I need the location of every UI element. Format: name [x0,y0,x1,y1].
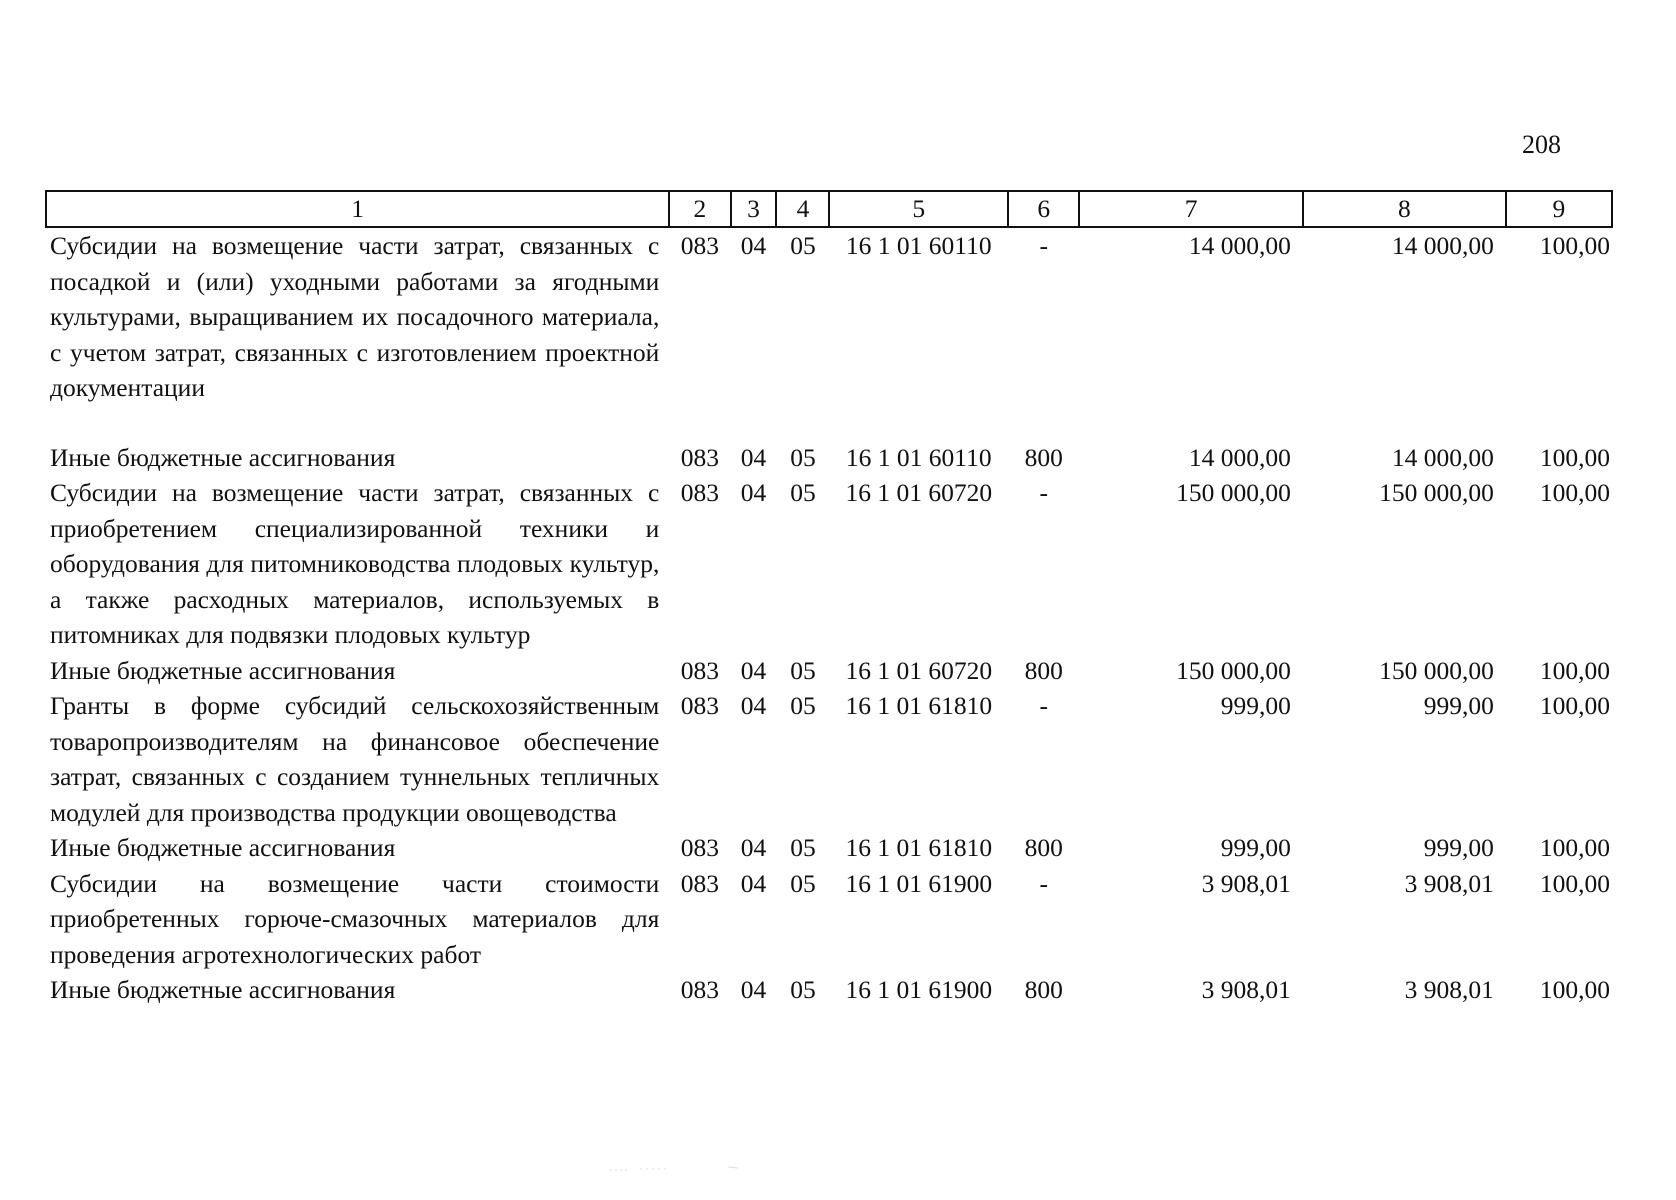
row-section: 04 [740,442,767,472]
row-ministry: 083 [680,478,720,507]
row-plan: 150 000,00 [1176,478,1291,507]
row-expense-type: 800 [1024,655,1063,685]
table-row [46,440,1612,476]
row-percent: 100,00 [1539,868,1610,898]
row-name: Субсидии на возмещение части затрат, связанных с посадкой и (или) уходными работами за ягодными культурами, выращиванием их посадочного материала, с учетом затрат, связанных с изготовлением проектной документации [50,231,660,402]
header-cell-name: 1 [46,191,669,227]
row-name: Субсидии на возмещение части стоимости приобретенных горюче-смазочных материалов для проведения агротехнологических работ [50,868,660,969]
row-expense-type: 800 [1024,975,1063,1004]
budget-table [45,190,1613,1008]
table-row [46,972,1612,1008]
row-section: 04 [740,868,767,898]
row-ministry: 083 [680,833,720,862]
row-ministry: 083 [680,868,720,898]
table-row [46,475,1612,653]
table-row [46,227,1612,440]
row-subsection: 05 [790,833,816,862]
row-subsection: 05 [790,691,816,720]
row-article: 16 1 01 61810 [845,833,993,862]
header-cell-ministry: 2 [669,191,730,227]
row-ministry: 083 [680,231,720,260]
header-cell-executed: 8 [1303,191,1506,227]
row-subsection: 05 [790,655,816,685]
row-article: 16 1 01 60720 [845,655,993,685]
row-section: 04 [740,833,767,862]
row-article: 16 1 01 60720 [845,478,993,507]
row-executed: 999,00 [1423,691,1494,720]
row-executed: 3 908,01 [1404,975,1494,1004]
row-ministry: 083 [680,655,720,685]
row-name: Иные бюджетные ассигнования [50,655,396,685]
row-executed: 3 908,01 [1404,868,1494,898]
row-percent: 100,00 [1539,478,1610,507]
header-row [46,191,1612,227]
row-expense-type: - [1039,868,1048,898]
row-subsection: 05 [790,442,816,472]
row-name: Иные бюджетные ассигнования [50,975,396,1004]
row-plan: 999,00 [1220,833,1291,862]
header-cell-section: 3 [731,191,777,227]
row-plan: 999,00 [1220,691,1291,720]
row-subsection: 05 [790,975,816,1004]
row-article: 16 1 01 60110 [845,231,992,260]
page-number: 208 [1522,130,1561,159]
row-article: 16 1 01 61900 [845,868,993,898]
row-name: Гранты в форме субсидий сельскохозяйственным товаропроизводителям на финансовое обеспечение затрат, связанных с созданием туннельных тепличных модулей для производства продукции овощеводства [50,691,660,827]
row-expense-type: 800 [1024,442,1063,472]
table-row [46,866,1612,973]
header-cell-expense-type: 6 [1008,191,1079,227]
row-ministry: 083 [680,975,720,1004]
table-header [46,191,1612,227]
row-expense-type: - [1039,231,1048,260]
row-name: Субсидии на возмещение части затрат, связанных с приобретением специализированной техники и оборудования для питомниководства плодовых культур, а также расходных материалов, используемых в питомниках для подвязки плодовых культур [50,478,660,649]
row-subsection: 05 [790,231,816,260]
row-subsection: 05 [790,868,816,898]
row-percent: 100,00 [1539,833,1610,862]
row-section: 04 [740,975,767,1004]
row-article: 16 1 01 60110 [845,442,992,472]
row-subsection: 05 [790,478,816,507]
row-plan: 3 908,01 [1201,868,1291,898]
row-executed: 999,00 [1423,833,1494,862]
row-executed: 14 000,00 [1391,442,1494,472]
row-expense-type: - [1039,478,1048,507]
header-cell-subsection: 4 [776,191,829,227]
row-expense-type: - [1039,691,1048,720]
row-percent: 100,00 [1539,975,1610,1004]
row-percent: 100,00 [1539,231,1610,260]
header-cell-article: 5 [829,191,1008,227]
row-executed: 150 000,00 [1379,478,1494,507]
row-executed: 150 000,00 [1379,655,1494,685]
row-percent: 100,00 [1539,691,1610,720]
row-article: 16 1 01 61810 [845,691,993,720]
row-section: 04 [740,231,767,260]
table-row [46,830,1612,866]
header-cell-plan: 7 [1079,191,1302,227]
row-name: Иные бюджетные ассигнования [50,833,396,862]
row-plan: 3 908,01 [1201,975,1291,1004]
scan-artifact [610,1166,750,1172]
table-row [46,688,1612,830]
row-plan: 14 000,00 [1188,442,1291,472]
row-percent: 100,00 [1539,655,1610,685]
table-row [46,653,1612,689]
row-section: 04 [740,691,767,720]
row-executed: 14 000,00 [1391,231,1494,260]
table-body [46,227,1612,1008]
row-name: Иные бюджетные ассигнования [50,442,396,472]
row-ministry: 083 [680,691,720,720]
row-section: 04 [740,655,767,685]
row-article: 16 1 01 61900 [845,975,993,1004]
row-plan: 150 000,00 [1176,655,1291,685]
row-section: 04 [740,478,767,507]
header-cell-percent: 9 [1506,191,1612,227]
row-percent: 100,00 [1539,442,1610,472]
row-expense-type: 800 [1024,833,1063,862]
row-plan: 14 000,00 [1188,231,1291,260]
row-ministry: 083 [680,442,720,472]
